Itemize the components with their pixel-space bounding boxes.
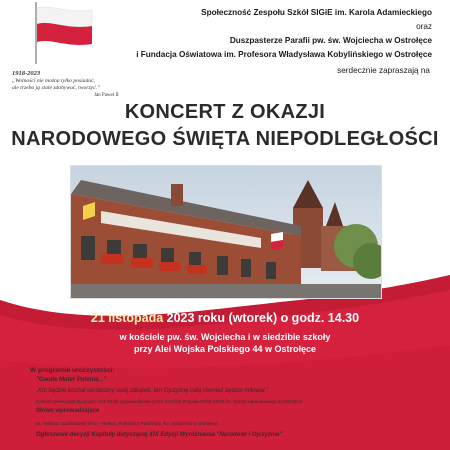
organizer-3 — [136, 49, 432, 60]
school-building-illustration — [71, 166, 381, 298]
organizer-conjunction: oraz — [416, 22, 432, 31]
organizer-2 — [230, 35, 432, 46]
organizer-1 — [201, 7, 432, 18]
program-item-1: "Gaude Mater Polonia..." — [36, 377, 107, 383]
quote-text-2: ale trzeba ją stale zdobywać, tworzyć.” — [12, 85, 101, 91]
program-heading: W programie uroczystości: — [30, 367, 115, 374]
quote-years: 1918-2023 — [12, 70, 41, 77]
event-place-1: w kościele pw. św. Wojciecha i w siedzibie szkoły — [119, 332, 331, 342]
organizer-3-text: i Fundacja Oświatowa im. Profesora Władysława Kobylińskiego w Ostrołęce — [136, 50, 432, 59]
program-item-5: ks. Tadeusz Zaciśkowski SAC – Rektor, Proboszcz Parafii pw. św. Wojciecha w Ostrołęce — [36, 421, 218, 426]
program-item-4: Słowo wprowadzające — [36, 408, 100, 414]
quote-text-1: „Wolności nie można tylko posiadać, — [12, 78, 95, 84]
invitation-line: serdecznie zapraszają na — [337, 66, 430, 75]
title-line-2: NARODOWEGO ŚWIĘTA NIEPODLEGŁOŚCI — [11, 128, 439, 150]
event-place-2: przy Alei Wojska Polskiego 44 w Ostrołęce — [133, 344, 317, 354]
quote-block — [12, 70, 132, 99]
organizer-1-text: Społeczność Zespołu Szkół SIGiE im. Karola Adamieckiego — [201, 8, 432, 17]
program-item-6: Ogłoszenie decyzji Kapituły dotyczącej XIX Edycji Wyróżnienia "Narodowi i Ojczyźnie" — [36, 432, 283, 438]
title-line-1: KONCERT Z OKAZJI — [124, 101, 326, 123]
event-date-rest: 2023 roku (wtorek) o godz. 14.30 — [163, 311, 360, 325]
organizer-2-text: Duszpasterze Parafii pw. św. Wojciecha w Ostrołęce — [229, 36, 432, 45]
program-item-2: „Kto będzie kochał serdeczny swój zakątek, ten Ojczyznę całą również będzie miłował.” — [36, 388, 269, 394]
program-item-3: Koncert pieśni patriotycznych oraz strofy wypowiedziane przez uczniów Zespołu Szkół SIGiE im. Karola Adamieckiego w Ostrołęce — [36, 399, 303, 404]
event-date — [0, 311, 450, 325]
polish-flag-icon — [14, 0, 94, 64]
school-building-photo — [70, 165, 382, 299]
quote-author: Jan Paweł II — [94, 93, 119, 98]
event-date-highlight: 21 listopada — [90, 311, 164, 325]
